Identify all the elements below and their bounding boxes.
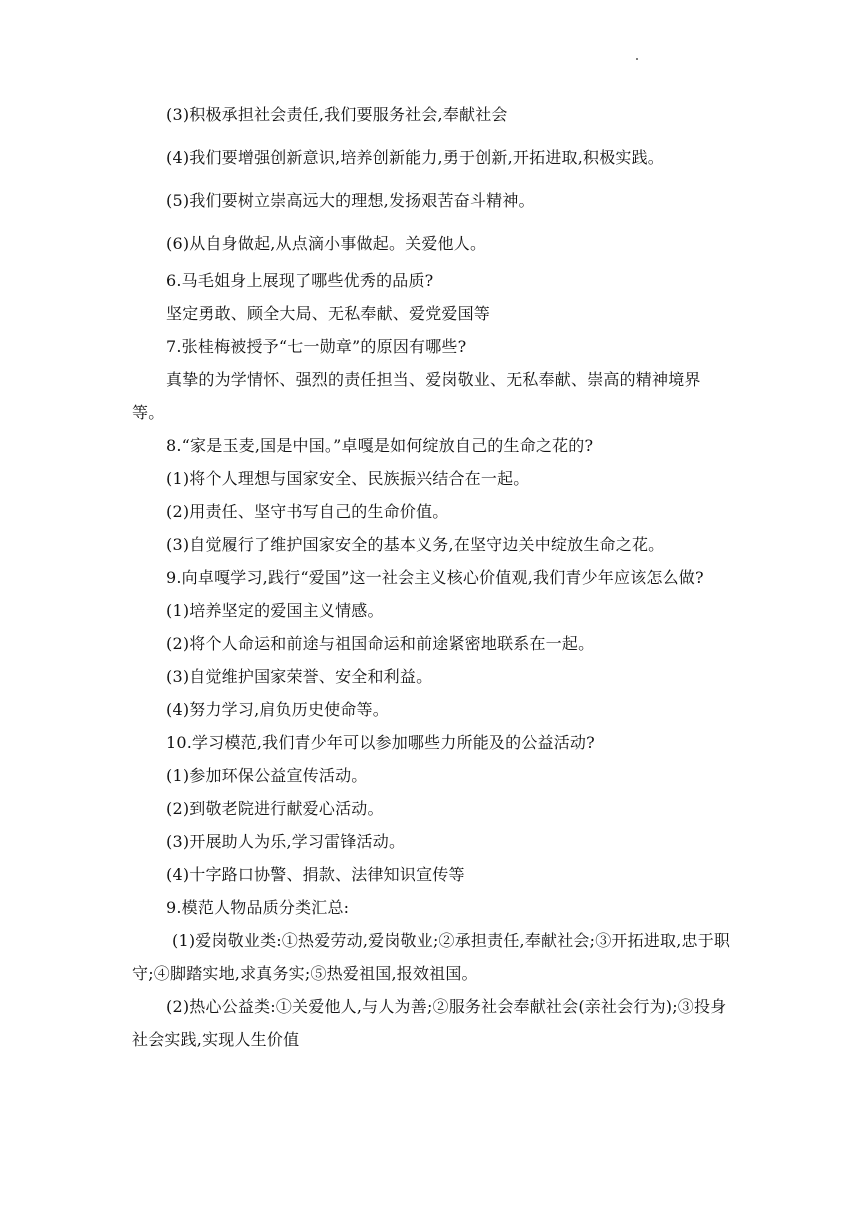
answer: (1)参加环保公益宣传活动。 [166,766,368,785]
document-body [132,98,732,1056]
answer: (3)自觉维护国家荣誉、安全和利益。 [166,667,433,686]
answer: (2)用责任、坚守书写自己的生命价值。 [166,502,449,521]
question: 8.“家是玉麦,国是中国。”卓嘎是如何绽放自己的生命之花的? [166,436,594,455]
summary-paragraph: (2)热心公益类:①关爱他人,与人为善;②服务社会奉献社会(亲社会行为);③投身社会实践,实现人生价值 [132,997,727,1049]
answer: 坚定勇敢、顾全大局、无私奉献、爱党爱国等 [166,304,491,323]
question: 10.学习模范,我们青少年可以参加哪些力所能及的公益活动? [166,733,595,752]
answer: (1)培养坚定的爱国主义情感。 [166,601,384,620]
paragraph: (4)我们要增强创新意识,培养创新能力,勇于创新,开拓进取,积极实践。 [166,148,665,167]
summary-paragraph: (1)爱岗敬业类:①热爱劳动,爱岗敬业;②承担责任,奉献社会;③开拓进取,忠于职守;④脚踏实地,求真务实;⑤热爱祖国,报效祖国。 [132,931,731,983]
page-mark [636,58,638,60]
answer: (4)努力学习,肩负历史使命等。 [166,700,389,719]
answer: (4)十字路口协警、捐款、法律知识宣传等 [166,865,465,884]
answer: (3)开展助人为乐,学习雷锋活动。 [166,832,406,851]
question: 9.向卓嘎学习,践行“爱国”这一社会主义核心价值观,我们青少年应该怎么做? [166,568,704,587]
question: 6.马毛姐身上展现了哪些优秀的品质? [166,271,434,290]
answer: (2)将个人命运和前途与祖国命运和前途紧密地联系在一起。 [166,634,595,653]
question: 7.张桂梅被授予“七一勋章”的原因有哪些? [166,337,467,356]
answer: (2)到敬老院进行献爱心活动。 [166,799,384,818]
answer: (3)自觉履行了维护国家安全的基本义务,在坚守边关中绽放生命之花。 [166,535,665,554]
answer: (1)将个人理想与国家安全、民族振兴结合在一起。 [166,469,530,488]
answer: 真挚的为学情怀、强烈的责任担当、爱岗敬业、无私奉献、崇高的精神境界等。 [132,370,701,422]
section-heading: 9.模范人物品质分类汇总: [166,898,350,917]
paragraph: (6)从自身做起,从点滴小事做起。关爱他人。 [166,234,487,253]
paragraph: (3)积极承担社会责任,我们要服务社会,奉献社会 [166,105,508,124]
paragraph: (5)我们要树立崇高远大的理想,发扬艰苦奋斗精神。 [166,191,535,210]
